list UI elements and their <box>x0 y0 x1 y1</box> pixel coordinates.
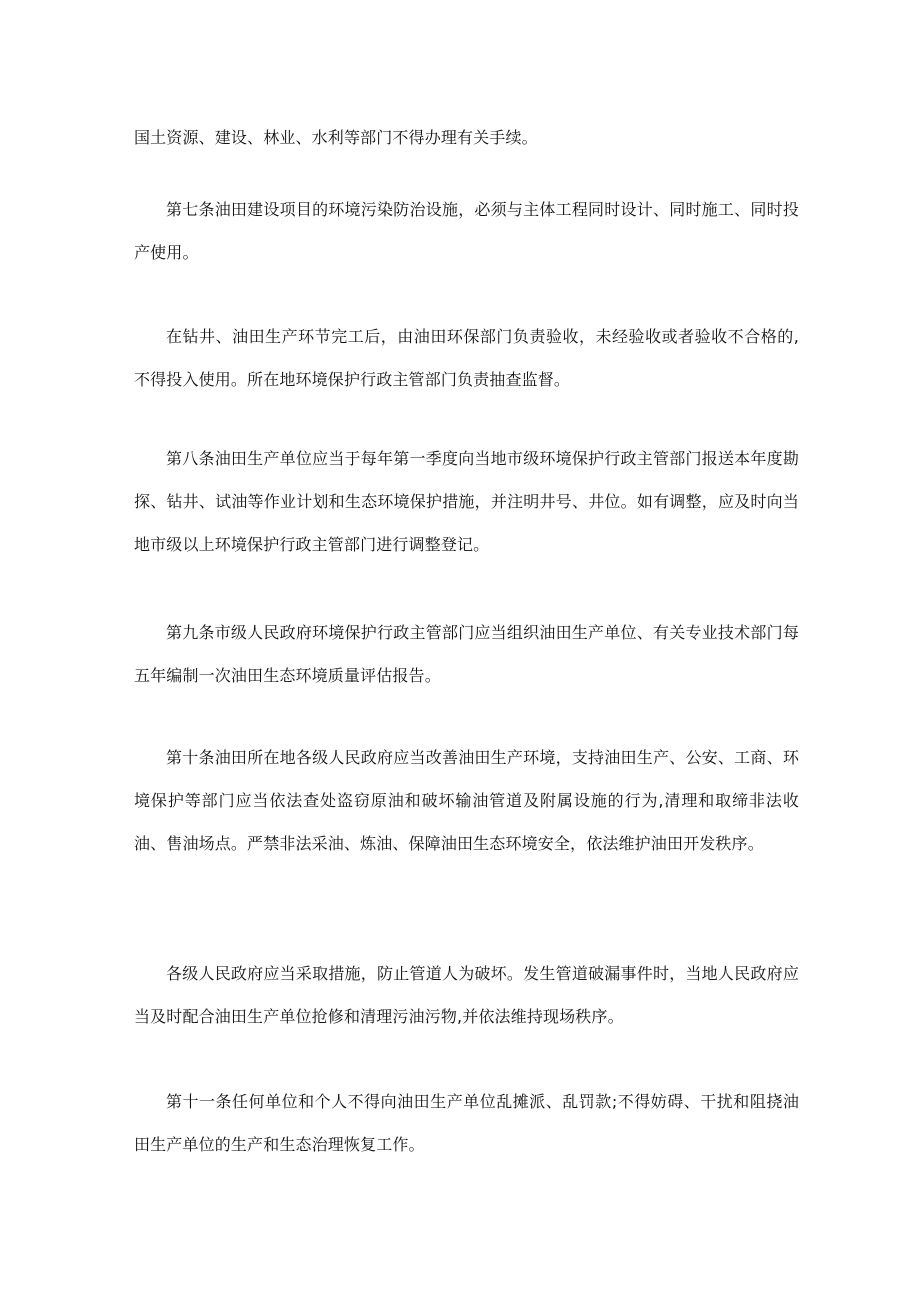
paragraph-article-10: 第十条油田所在地各级人民政府应当改善油田生产环境，支持油田生产、公安、工商、环境保护等部门应当依法查处盗窃原油和破坏输油管道及附属设施的行为,清理和取缔非法收油、售油场点。严禁非法采油、炼油、保障油田生态环境安全，依法维护油田开发秩序。 <box>134 748 799 853</box>
paragraph-acceptance: 在钻井、油田生产环节完工后，由油田环保部门负责验收，未经验收或者验收不合格的,不得投入使用。所在地环境保护行政主管部门负责抽查监督。 <box>134 327 799 389</box>
paragraph-continuation: 国土资源、建设、林业、水利等部门不得办理有关手续。 <box>134 128 538 147</box>
paragraph-article-7: 第七条油田建设项目的环境污染防治设施，必须与主体工程同时设计、同时施工、同时投产使用。 <box>134 200 799 262</box>
paragraph-article-8: 第八条油田生产单位应当于每年第一季度向当地市级环境保护行政主管部门报送本年度勘探、钻井、试油等作业计划和生态环境保护措施，并注明井号、井位。如有调整，应及时向当地市级以上环境保护行政主管部门进行调整登记。 <box>134 449 799 554</box>
paragraph-pipeline-protection: 各级人民政府应当采取措施，防止管道人为破坏。发生管道破漏事件时，当地人民政府应当及时配合油田生产单位抢修和清理污油污物,并依法维持现场秩序。 <box>134 964 799 1026</box>
paragraph-article-9: 第九条市级人民政府环境保护行政主管部门应当组织油田生产单位、有关专业技术部门每五年编制一次油田生态环境质量评估报告。 <box>134 623 799 685</box>
paragraph-article-11: 第十一条任何单位和个人不得向油田生产单位乱摊派、乱罚款;不得妨碍、干扰和阻挠油田生产单位的生产和生态治理恢复工作。 <box>134 1092 799 1154</box>
